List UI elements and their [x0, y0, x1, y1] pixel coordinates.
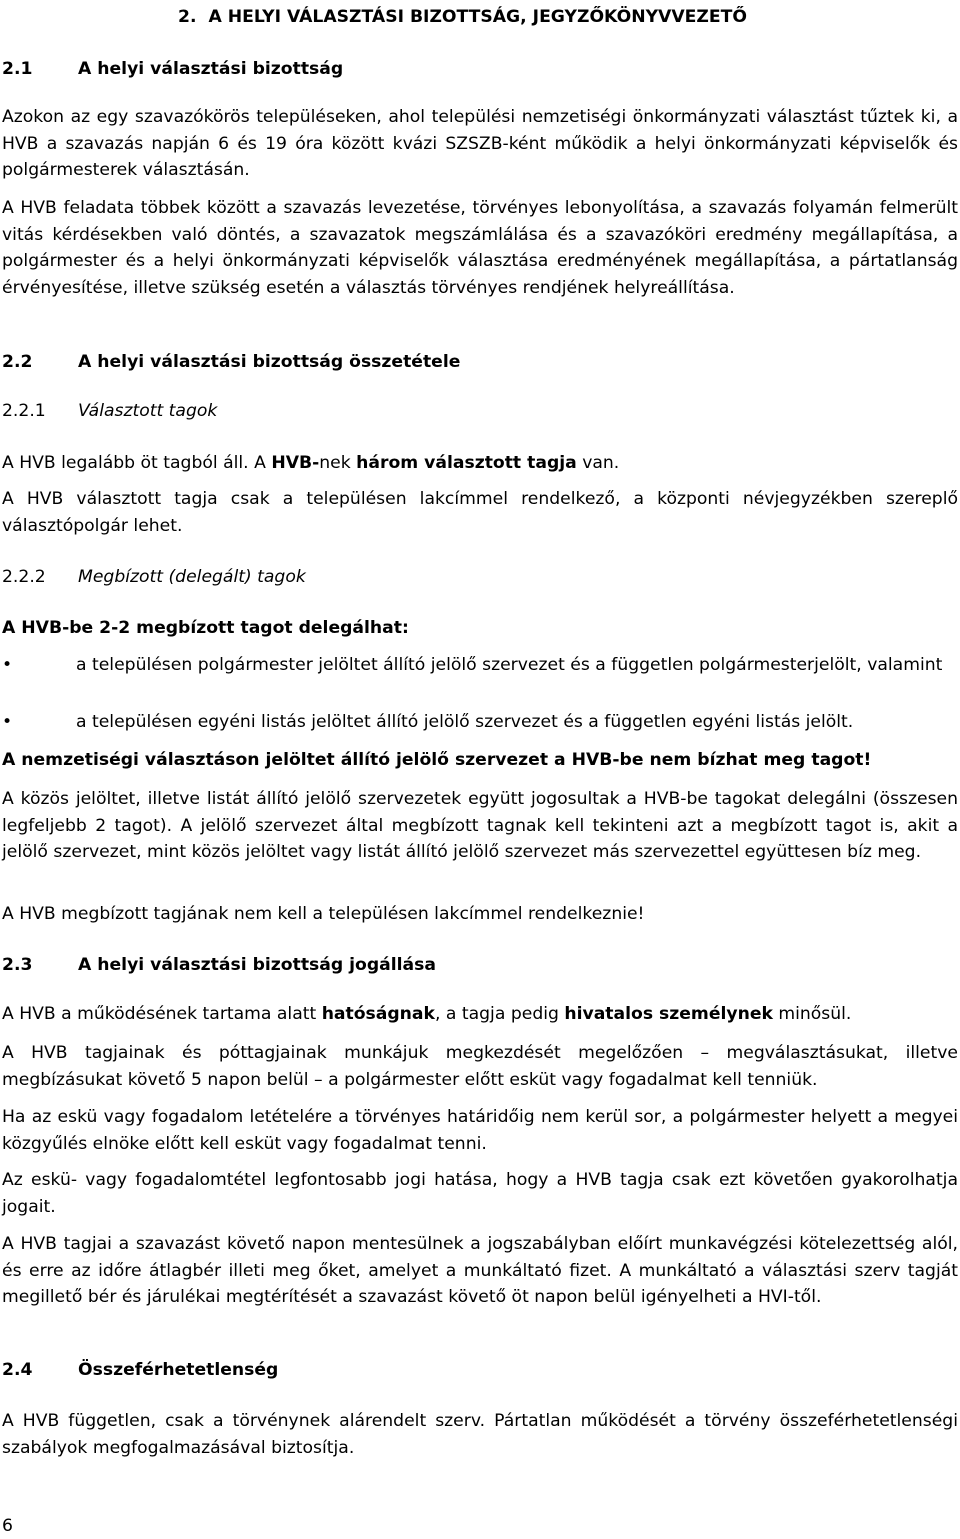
- page-number: 6: [2, 1516, 13, 1536]
- subsection-heading-2-2-1: [2, 398, 217, 424]
- bold-run: HVB-: [271, 453, 320, 473]
- subsection-number: 2.2.2: [2, 567, 46, 587]
- subsection-title: Megbízott (delegált) tagok: [78, 567, 306, 587]
- paragraph: A közös jelöltet, illetve listát állító jelölő szervezetek együtt jogosultak a HVB-be tagokat delegálni (összesen legfeljebb 2 tagot). A jelölő szervezet által megbízott tagnak kell tekinteni azt a megbízott tagot is, akit a jelölő szervezet, mint közös jelöltet vagy listát állító jelölő szervezet más szervezettel együttesen bíz meg.: [2, 789, 958, 862]
- bold-run: hivatalos személynek: [564, 1004, 773, 1024]
- text-run: minősül.: [772, 1004, 852, 1024]
- section-heading-2-1: [2, 56, 343, 82]
- list-item-text: a településen egyéni listás jelöltet állító jelölő szervezet és a független egyéni listás jelölt.: [76, 712, 854, 732]
- paragraph: Ha az eskü vagy fogadalom letételére a törvényes határidőig nem kerül sor, a polgármester helyett a megyei közgyűlés elnöke előtt kell esküt vagy fogadalmat tenni.: [2, 1107, 958, 1154]
- text-run: van.: [576, 453, 620, 473]
- list-item-text: a településen polgármester jelöltet állító jelölő szervezet és a független polgármesterjelölt, valamint: [76, 655, 943, 675]
- subsection-heading-2-2-2: [2, 564, 306, 590]
- paragraph: A HVB tagjai a szavazást követő napon mentesülnek a jogszabályban előírt munkavégzési kötelezettség alól, és erre az időre átlagbér illeti meg őket, amelyet a munkáltató fizet. A munkáltató a választási szerv tagját megillető bér és járulékai megtérítését a szavazást követő öt napon belül igényelheti a HVI-től.: [2, 1234, 958, 1307]
- paragraph: A HVB feladata többek között a szavazás levezetése, törvényes lebonyolítása, a szavazás folyamán felmerült vitás kérdésekben való döntés, a szavazatok megszámlálása és a szavazóköri eredmény megállapítása, a polgármester és a helyi önkormányzati képviselők választása eredményének megállapítása, a pártatlanság érvényesítése, illetve szükség esetén a választás törvényes rendjének helyreállítása.: [2, 198, 958, 298]
- bullet-icon: •: [2, 712, 13, 732]
- text-run: A HVB legalább öt tagból áll. A: [2, 453, 272, 473]
- paragraph: A HVB tagjainak és póttagjainak munkájuk megkezdését megelőzően – megválasztásukat, illetve megbízásukat követő 5 napon belül – a polgármester előtt esküt vagy fogadalmat kell tenniük.: [2, 1043, 958, 1090]
- paragraph: A HVB választott tagja csak a településen lakcímmel rendelkező, a központi névjegyzékben szereplő választópolgár lehet.: [2, 489, 958, 536]
- warning-paragraph: A nemzetiségi választáson jelöltet állító jelölő szervezet a HVB-be nem bízhat meg tagot!: [2, 750, 872, 770]
- bold-run: hatóságnak: [321, 1004, 435, 1024]
- subsection-number: 2.2.1: [2, 401, 46, 421]
- section-title: A helyi választási bizottság: [78, 59, 344, 79]
- list-item: [2, 709, 958, 736]
- chapter-number: 2.: [178, 7, 197, 27]
- bullet-icon: •: [2, 655, 13, 675]
- text-run: , a tagja pedig: [434, 1004, 565, 1024]
- paragraph: A HVB megbízott tagjának nem kell a településen lakcímmel rendelkeznie!: [2, 904, 645, 924]
- paragraph: A HVB független, csak a törvénynek alárendelt szerv. Pártatlan működését a törvény összeférhetetlenségi szabályok megfogalmazásával biztosítja.: [2, 1411, 958, 1458]
- paragraph: [2, 450, 958, 477]
- section-heading-2-3: [2, 952, 436, 978]
- section-number: 2.2: [2, 352, 33, 372]
- subsection-title: Választott tagok: [78, 401, 218, 421]
- paragraph: Azokon az egy szavazókörös településeken, ahol települési nemzetiségi önkormányzati választást tűztek ki, a HVB a szavazás napján 6 és 19 óra között kvázi SZSZB-ként működik a helyi önkormányzati képviselők és polgármesterek választásán.: [2, 107, 958, 180]
- section-title: Összeférhetetlenség: [78, 1360, 279, 1380]
- chapter-heading: [178, 4, 747, 30]
- list-item: [2, 652, 958, 679]
- section-number: 2.4: [2, 1360, 33, 1380]
- paragraph: [2, 1001, 958, 1028]
- section-title: A helyi választási bizottság jogállása: [78, 955, 436, 975]
- section-number: 2.1: [2, 59, 33, 79]
- section-number: 2.3: [2, 955, 33, 975]
- paragraph: Az eskü- vagy fogadalomtétel legfontosabb jogi hatása, hogy a HVB tagja csak ezt követően gyakorolhatja jogait.: [2, 1170, 958, 1217]
- paragraph-lead: A HVB-be 2-2 megbízott tagot delegálhat:: [2, 618, 409, 638]
- text-run: A HVB a működésének tartama alatt: [2, 1004, 322, 1024]
- text-run: nek: [319, 453, 357, 473]
- bold-run: három választott tagja: [356, 453, 577, 473]
- section-title: A helyi választási bizottság összetétele: [78, 352, 461, 372]
- section-heading-2-2: [2, 349, 460, 375]
- section-heading-2-4: [2, 1357, 278, 1383]
- chapter-title: A HELYI VÁLASZTÁSI BIZOTTSÁG, JEGYZŐKÖNYVVEZETŐ: [208, 7, 747, 27]
